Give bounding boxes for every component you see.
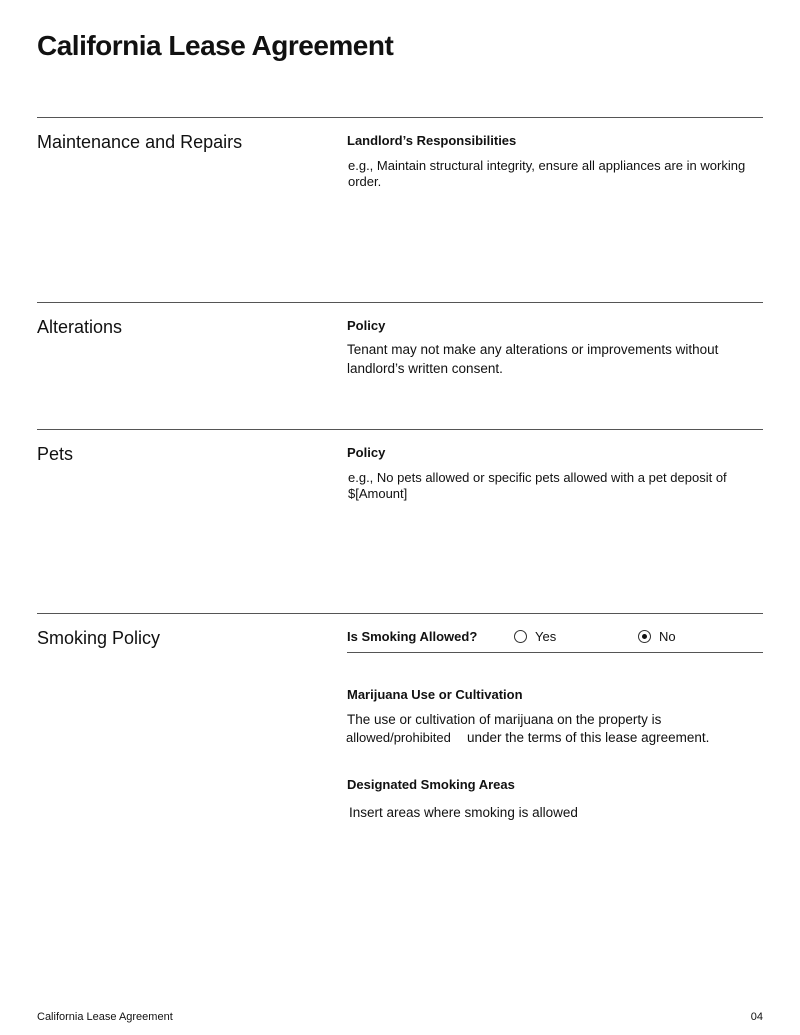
divider [37,429,763,430]
divider [37,613,763,614]
smoking-allowed-question: Is Smoking Allowed? [347,629,478,644]
divider [347,652,763,653]
landlord-responsibilities-field[interactable]: e.g., Maintain structural integrity, ensure all appliances are in working order. [348,158,746,189]
pets-policy-label: Policy [347,445,386,460]
radio-yes[interactable] [514,629,556,644]
section-heading-maintenance: Maintenance and Repairs [37,132,243,152]
marijuana-allowed-field[interactable]: allowed/prohibited [346,730,451,745]
marijuana-label: Marijuana Use or Cultivation [347,687,523,702]
alterations-policy-label: Policy [347,318,386,333]
alterations-policy-text: Tenant may not make any alterations or improvements without landlord’s written consent. [347,342,719,376]
smoking-areas-field[interactable]: Insert areas where smoking is allowed [349,805,578,820]
divider [37,302,763,303]
radio-yes-label: Yes [535,629,557,644]
section-heading-pets: Pets [37,444,74,464]
landlord-responsibilities-label: Landlord’s Responsibilities [347,133,517,148]
divider [37,117,763,118]
pets-policy-field[interactable]: e.g., No pets allowed or specific pets allowed with a pet deposit of $[Amount] [348,470,727,501]
smoking-areas-label: Designated Smoking Areas [347,777,515,792]
radio-selected-icon [638,630,651,643]
section-heading-smoking: Smoking Policy [37,628,161,648]
radio-no-label: No [659,629,676,644]
page-number: 04 [750,1011,763,1023]
radio-no[interactable] [638,629,676,644]
marijuana-text-cont: under the terms of this lease agreement. [467,730,710,745]
marijuana-text: The use or cultivation of marijuana on the property is [347,712,662,727]
document-title: California Lease Agreement [37,30,394,61]
radio-unselected-icon [514,630,527,643]
footer-title: California Lease Agreement [37,1011,173,1023]
section-heading-alterations: Alterations [37,317,123,337]
